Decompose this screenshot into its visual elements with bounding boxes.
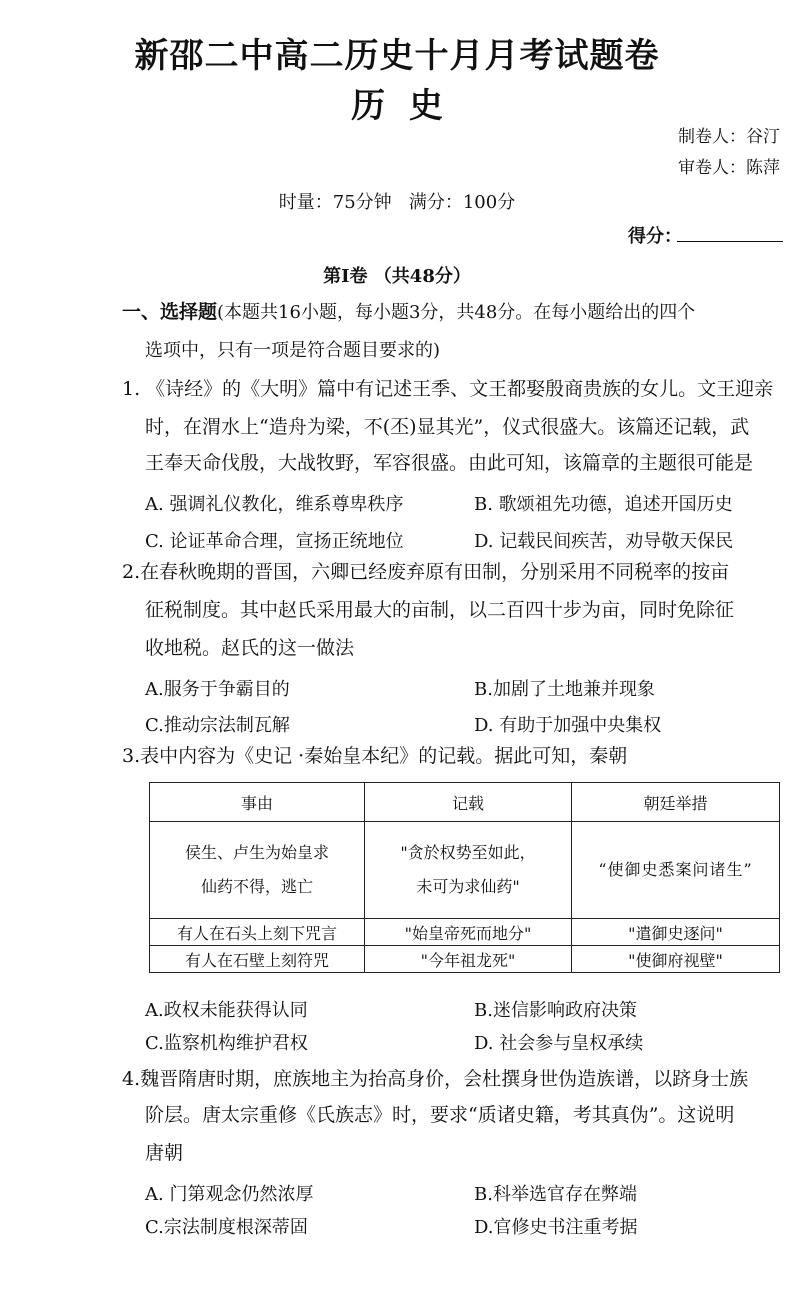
- section-heading-line: [122, 303, 695, 322]
- table-row: [150, 946, 780, 973]
- q3-line-1: 3.表中内容为《史记 ·秦始皇本纪》的记载。据此可知，秦朝: [122, 745, 628, 767]
- table-cell: "始皇帝死而地分": [365, 919, 572, 946]
- score-label: 得分：: [628, 226, 682, 247]
- section-heading: 一、选择题: [122, 301, 218, 323]
- q2-option-c[interactable]: C.推动宗法制瓦解: [145, 715, 290, 736]
- q3-option-c[interactable]: C.监察机构维护君权: [145, 1033, 308, 1054]
- q3-option-d[interactable]: D. 社会参与皇权承续: [474, 1033, 644, 1054]
- part-title: 第Ⅰ卷 （共48分）: [323, 266, 471, 287]
- table-cell: "今年祖龙死": [365, 946, 572, 973]
- q1-line-1: 1. 《诗经》的《大明》篇中有记述王季、文王都娶殷商贵族的女儿。文王迎亲: [122, 378, 774, 400]
- q3-option-a[interactable]: A.政权未能获得认同: [145, 1000, 308, 1021]
- q1-option-c[interactable]: C. 论证革命合理，宣扬正统地位: [145, 531, 404, 552]
- q4-option-d[interactable]: D.官修史书注重考据: [474, 1217, 638, 1238]
- table-header-cause: 事由: [150, 783, 365, 822]
- q2-line-2: 征税制度。其中赵氏采用最大的亩制，以二百四十步为亩，同时免除征: [145, 599, 735, 621]
- maker-label: 制卷人：谷汀: [678, 127, 780, 147]
- table-cell: “使御史悉案问诸生”: [572, 822, 780, 919]
- q1-option-b[interactable]: B. 歌颂祖先功德，追述开国历史: [474, 494, 733, 515]
- q2-option-b[interactable]: B.加剧了土地兼并现象: [474, 679, 655, 700]
- exam-title: 新邵二中高二历史十月月考试题卷: [134, 36, 660, 76]
- table-cell: [150, 822, 365, 919]
- section-instructions: (本题共16小题，每小题3分，共48分。在每小题给出的四个: [217, 302, 696, 323]
- table-cell-line: "贪於权势至如此，: [400, 843, 536, 862]
- q2-option-d[interactable]: D. 有助于加强中央集权: [474, 715, 662, 736]
- q3-records-table: [149, 782, 780, 973]
- q3-option-b[interactable]: B.迷信影响政府决策: [474, 1000, 637, 1021]
- table-row: [150, 919, 780, 946]
- reviewer-label: 审卷人：陈萍: [678, 158, 780, 178]
- q2-line-3: 收地税。赵氏的这一做法: [145, 637, 355, 659]
- table-cell-line: 未可为求仙药": [416, 877, 520, 896]
- table-cell: "使御府视壁": [572, 946, 780, 973]
- table-cell: 有人在石壁上刻符咒: [150, 946, 365, 973]
- table-cell: [365, 822, 572, 919]
- table-cell: 有人在石头上刻下咒言: [150, 919, 365, 946]
- q2-line-1: 2.在春秋晚期的晋国，六卿已经废弃原有田制，分别采用不同税率的按亩: [122, 561, 730, 583]
- time-info: 时量：75分钟 满分：100分: [278, 192, 516, 213]
- table-header-record: 记载: [365, 783, 572, 822]
- q2-option-a[interactable]: A.服务于争霸目的: [145, 679, 290, 700]
- q1-line-3: 王奉天命伐殷，大战牧野，军容很盛。由此可知，该篇章的主题很可能是: [145, 452, 754, 474]
- q1-option-d[interactable]: D. 记载民间疾苦，劝导敬天保民: [474, 531, 734, 552]
- q4-option-a[interactable]: A. 门第观念仍然浓厚: [145, 1184, 314, 1205]
- table-cell-line: 侯生、卢生为始皇求: [184, 843, 329, 862]
- q4-line-1: 4.魏晋隋唐时期，庶族地主为抬高身价，会杜撰身世伪造族谱，以跻身士族: [122, 1068, 749, 1090]
- q4-option-c[interactable]: C.宗法制度根深蒂固: [145, 1217, 308, 1238]
- section-instructions-cont: 选项中，只有一项是符合题目要求的): [145, 340, 441, 361]
- score-blank-line: [677, 241, 783, 242]
- q4-line-3: 唐朝: [145, 1142, 184, 1164]
- table-cell-line: 仙药不得，逃亡: [200, 877, 313, 896]
- subject-title: 历 史: [351, 86, 443, 126]
- q4-line-2: 阶层。唐太宗重修《氏族志》时，要求“质诸史籍，考其真伪”。这说明: [145, 1104, 735, 1126]
- table-header-measure: 朝廷举措: [572, 783, 780, 822]
- q1-option-a[interactable]: A. 强调礼仪教化，维系尊卑秩序: [145, 494, 404, 515]
- table-cell: "遣御史逐问": [572, 919, 780, 946]
- q4-option-b[interactable]: B.科举选官存在弊端: [474, 1184, 637, 1205]
- q1-line-2: 时，在渭水上“造舟为梁，不(丕)显其光”，仪式很盛大。该篇还记载，武: [145, 416, 750, 438]
- table-row: [150, 822, 780, 919]
